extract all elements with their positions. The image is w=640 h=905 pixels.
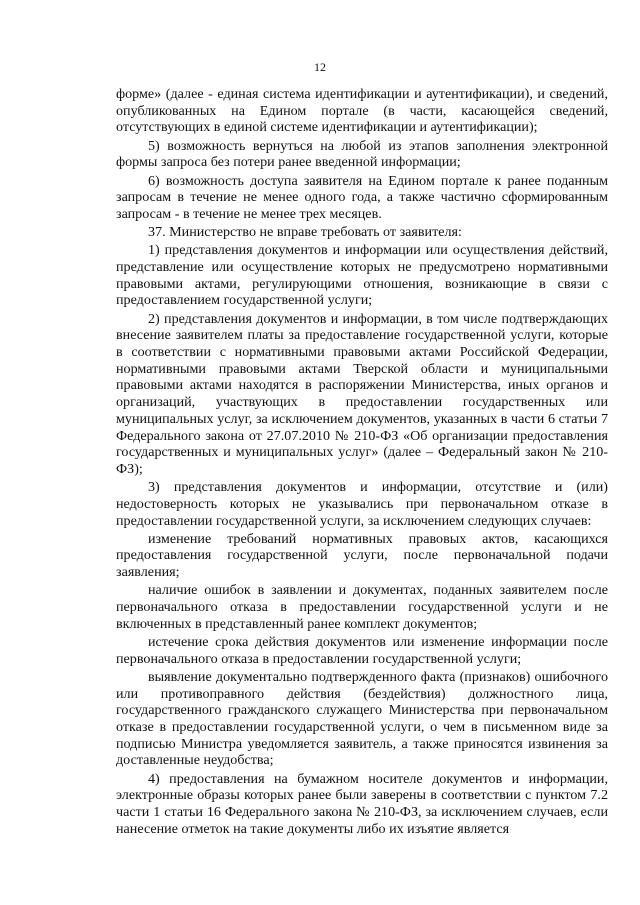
paragraph-4: 37. Министерство не вправе требовать от заявителя: xyxy=(148,224,462,241)
document-body xyxy=(116,86,608,837)
paragraph-3: 6) возможность доступа заявителя на Едином портале к ранее поданным запросам в течение не менее одного года, а также частично сформированным запросам - в течение не менее трех месяцев. xyxy=(116,172,608,222)
page-number: 12 xyxy=(314,60,326,74)
paragraph-2: 5) возможность вернуться на любой из этапов заполнения электронной формы запроса без потери ранее введенной информации; xyxy=(116,137,608,171)
paragraph-11: выявление документально подтвержденного факта (признаков) ошибочного или противоправного действия (бездействия) должностного лица, государственного гражданского служащего Министерства при первоначальном отказе в предоставлении государственной услуги, о чем в письменном виде за подписью Министра уведомляется заявитель, а также приносятся извинения за доставленные неудобства; xyxy=(116,668,608,769)
paragraph-6: 2) представления документов и информации, в том числе подтверждающих внесение заявителем платы за предоставление государственной услуги, которые в соответствии с нормативными правовыми актами Российской Федерации, нормативными правовыми актами Тверской области и муниципальными правовыми актами находятся в распоряжении Министерства, иных органов и организаций, участвующих в предоставлении государственных или муниципальных услуг, за исключением документов, указанных в части 6 статьи 7 Федерального закона от 27.07.2010 № 210-ФЗ «Об организации предоставления государственных и муниципальных услуг» (далее – Федеральный закон № 210-ФЗ); xyxy=(116,310,608,477)
paragraph-9: наличие ошибок в заявлении и документах, поданных заявителем после первоначального отказа в предоставлении государственной услуги и не включенных в представленный ранее комплект документов; xyxy=(116,582,608,632)
paragraph-1: форме» (далее - единая система идентификации и аутентификации), и сведений, опубликованных на Едином портале (в части, касающейся сведений, отсутствующих в единой системе идентификации и аутентификации); xyxy=(116,86,608,136)
paragraph-7: 3) представления документов и информации, отсутствие и (или) недостоверность которых не указывались при первоначальном отказе в предоставлении государственной услуги, за исключением следующих случаев: xyxy=(116,479,608,529)
paragraph-10: истечение срока действия документов или изменение информации после первоначального отказа в предоставлении государственной услуги; xyxy=(116,634,608,667)
paragraph-8: изменение требований нормативных правовых актов, касающихся предоставления государственной услуги, после первоначальной подачи заявления; xyxy=(116,530,608,581)
paragraph-5: 1) представления документов и информации или осуществления действий, представление или осуществление которых не предусмотрено нормативными правовыми актами, регулирующими отношения, возникающие в связи с предоставлением государственной услуги; xyxy=(116,242,608,309)
paragraph-12: 4) предоставления на бумажном носителе документов и информации, электронные образы которых ранее были заверены в соответствии с пунктом 7.2 части 1 статьи 16 Федерального закона № 210-ФЗ, за исключением случаев, если нанесение отметок на такие документы либо их изъятие является xyxy=(116,770,608,837)
